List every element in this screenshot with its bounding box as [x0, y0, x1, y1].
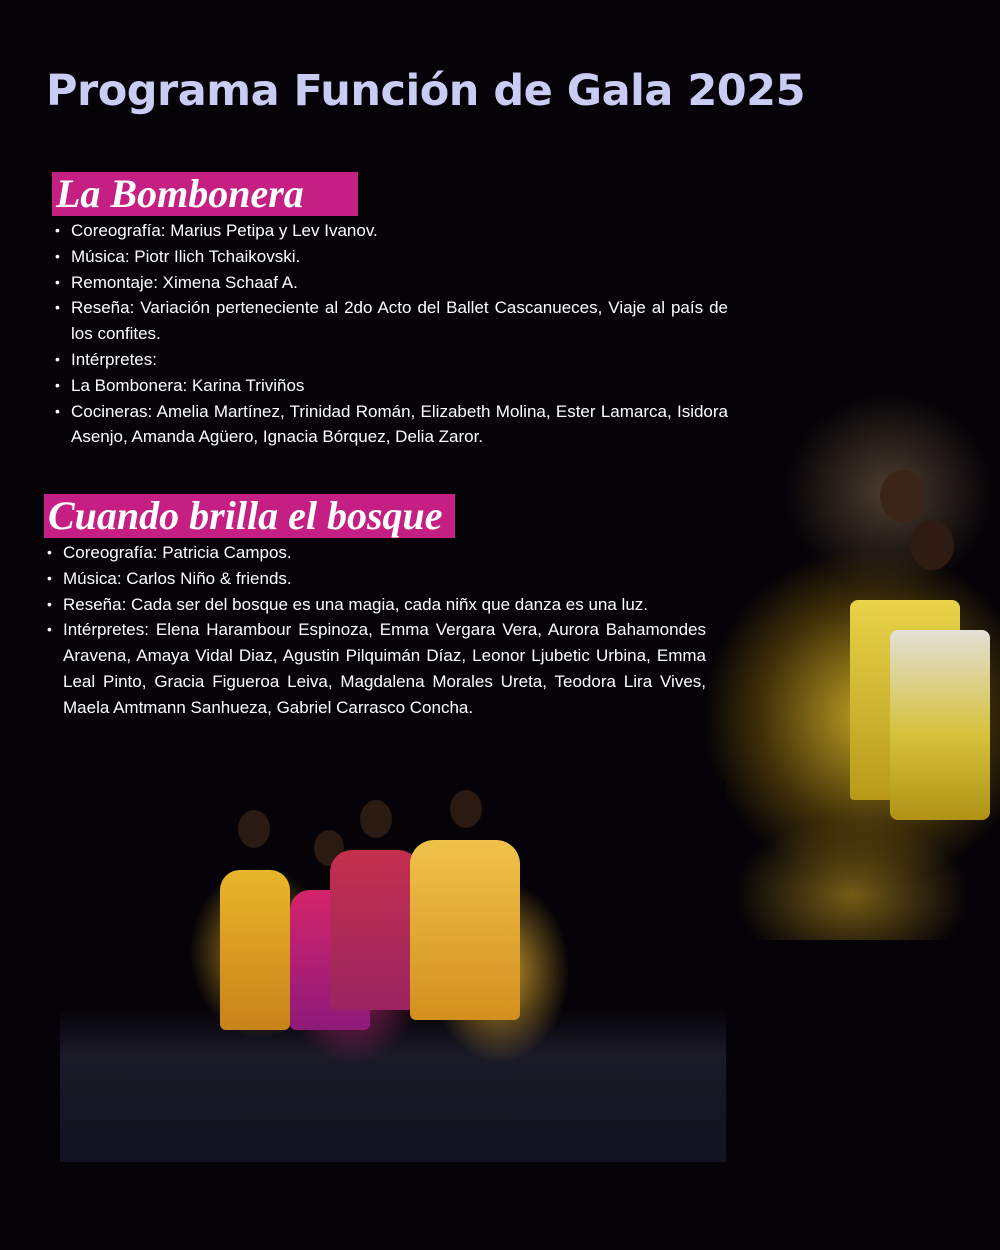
list-item: • La Bombonera: Karina Triviños	[52, 373, 728, 399]
list-item: • Reseña: Cada ser del bosque es una magia, cada niñx que danza es una luz.	[44, 592, 706, 618]
list-item: • Coreografía: Marius Petipa y Lev Ivanov.	[52, 218, 728, 244]
list-item: • Música: Carlos Niño & friends.	[44, 566, 706, 592]
dancer-figure	[410, 790, 520, 1060]
list-item: • Reseña: Variación perteneciente al 2do Acto del Ballet Cascanueces, Viaje al país de los confites.	[52, 295, 728, 347]
section-cuando-brilla-el-bosque	[44, 494, 706, 721]
credits-list	[44, 540, 706, 721]
list-item: • Coreografía: Patricia Campos.	[44, 540, 706, 566]
dancer-figure	[880, 520, 1000, 820]
list-item: • Intérpretes:	[52, 347, 728, 373]
section-title: Cuando brilla el bosque	[44, 494, 455, 538]
dancers-photo-colorful	[60, 780, 726, 1162]
section-la-bombonera	[52, 172, 728, 450]
list-item: • Remontaje: Ximena Schaaf A.	[52, 270, 728, 296]
page-title: Programa Función de Gala 2025	[46, 66, 805, 116]
list-item: • Intérpretes: Elena Harambour Espinoza, Emma Vergara Vera, Aurora Bahamondes Aravena, Amaya Vidal Diaz, Agustin Pilquimán Díaz, Leonor Ljubetic Urbina, Emma Leal Pinto, Gracia Figueroa Leiva, Magdalena Morales Ureta, Teodora Lira Vives, Maela Amtmann Sanhueza, Gabriel Carrasco Concha.	[44, 617, 706, 720]
list-item: • Cocineras: Amelia Martínez, Trinidad Román, Elizabeth Molina, Ester Lamarca, Isidora Asenjo, Amanda Agüero, Ignacia Bórquez, Delia Zaror.	[52, 399, 728, 451]
list-item: • Música: Piotr Ilich Tchaikovski.	[52, 244, 728, 270]
dancer-figure	[330, 800, 420, 1050]
credits-list	[52, 218, 728, 450]
dancer-figure	[220, 810, 290, 1050]
section-title: La Bombonera	[52, 172, 358, 216]
